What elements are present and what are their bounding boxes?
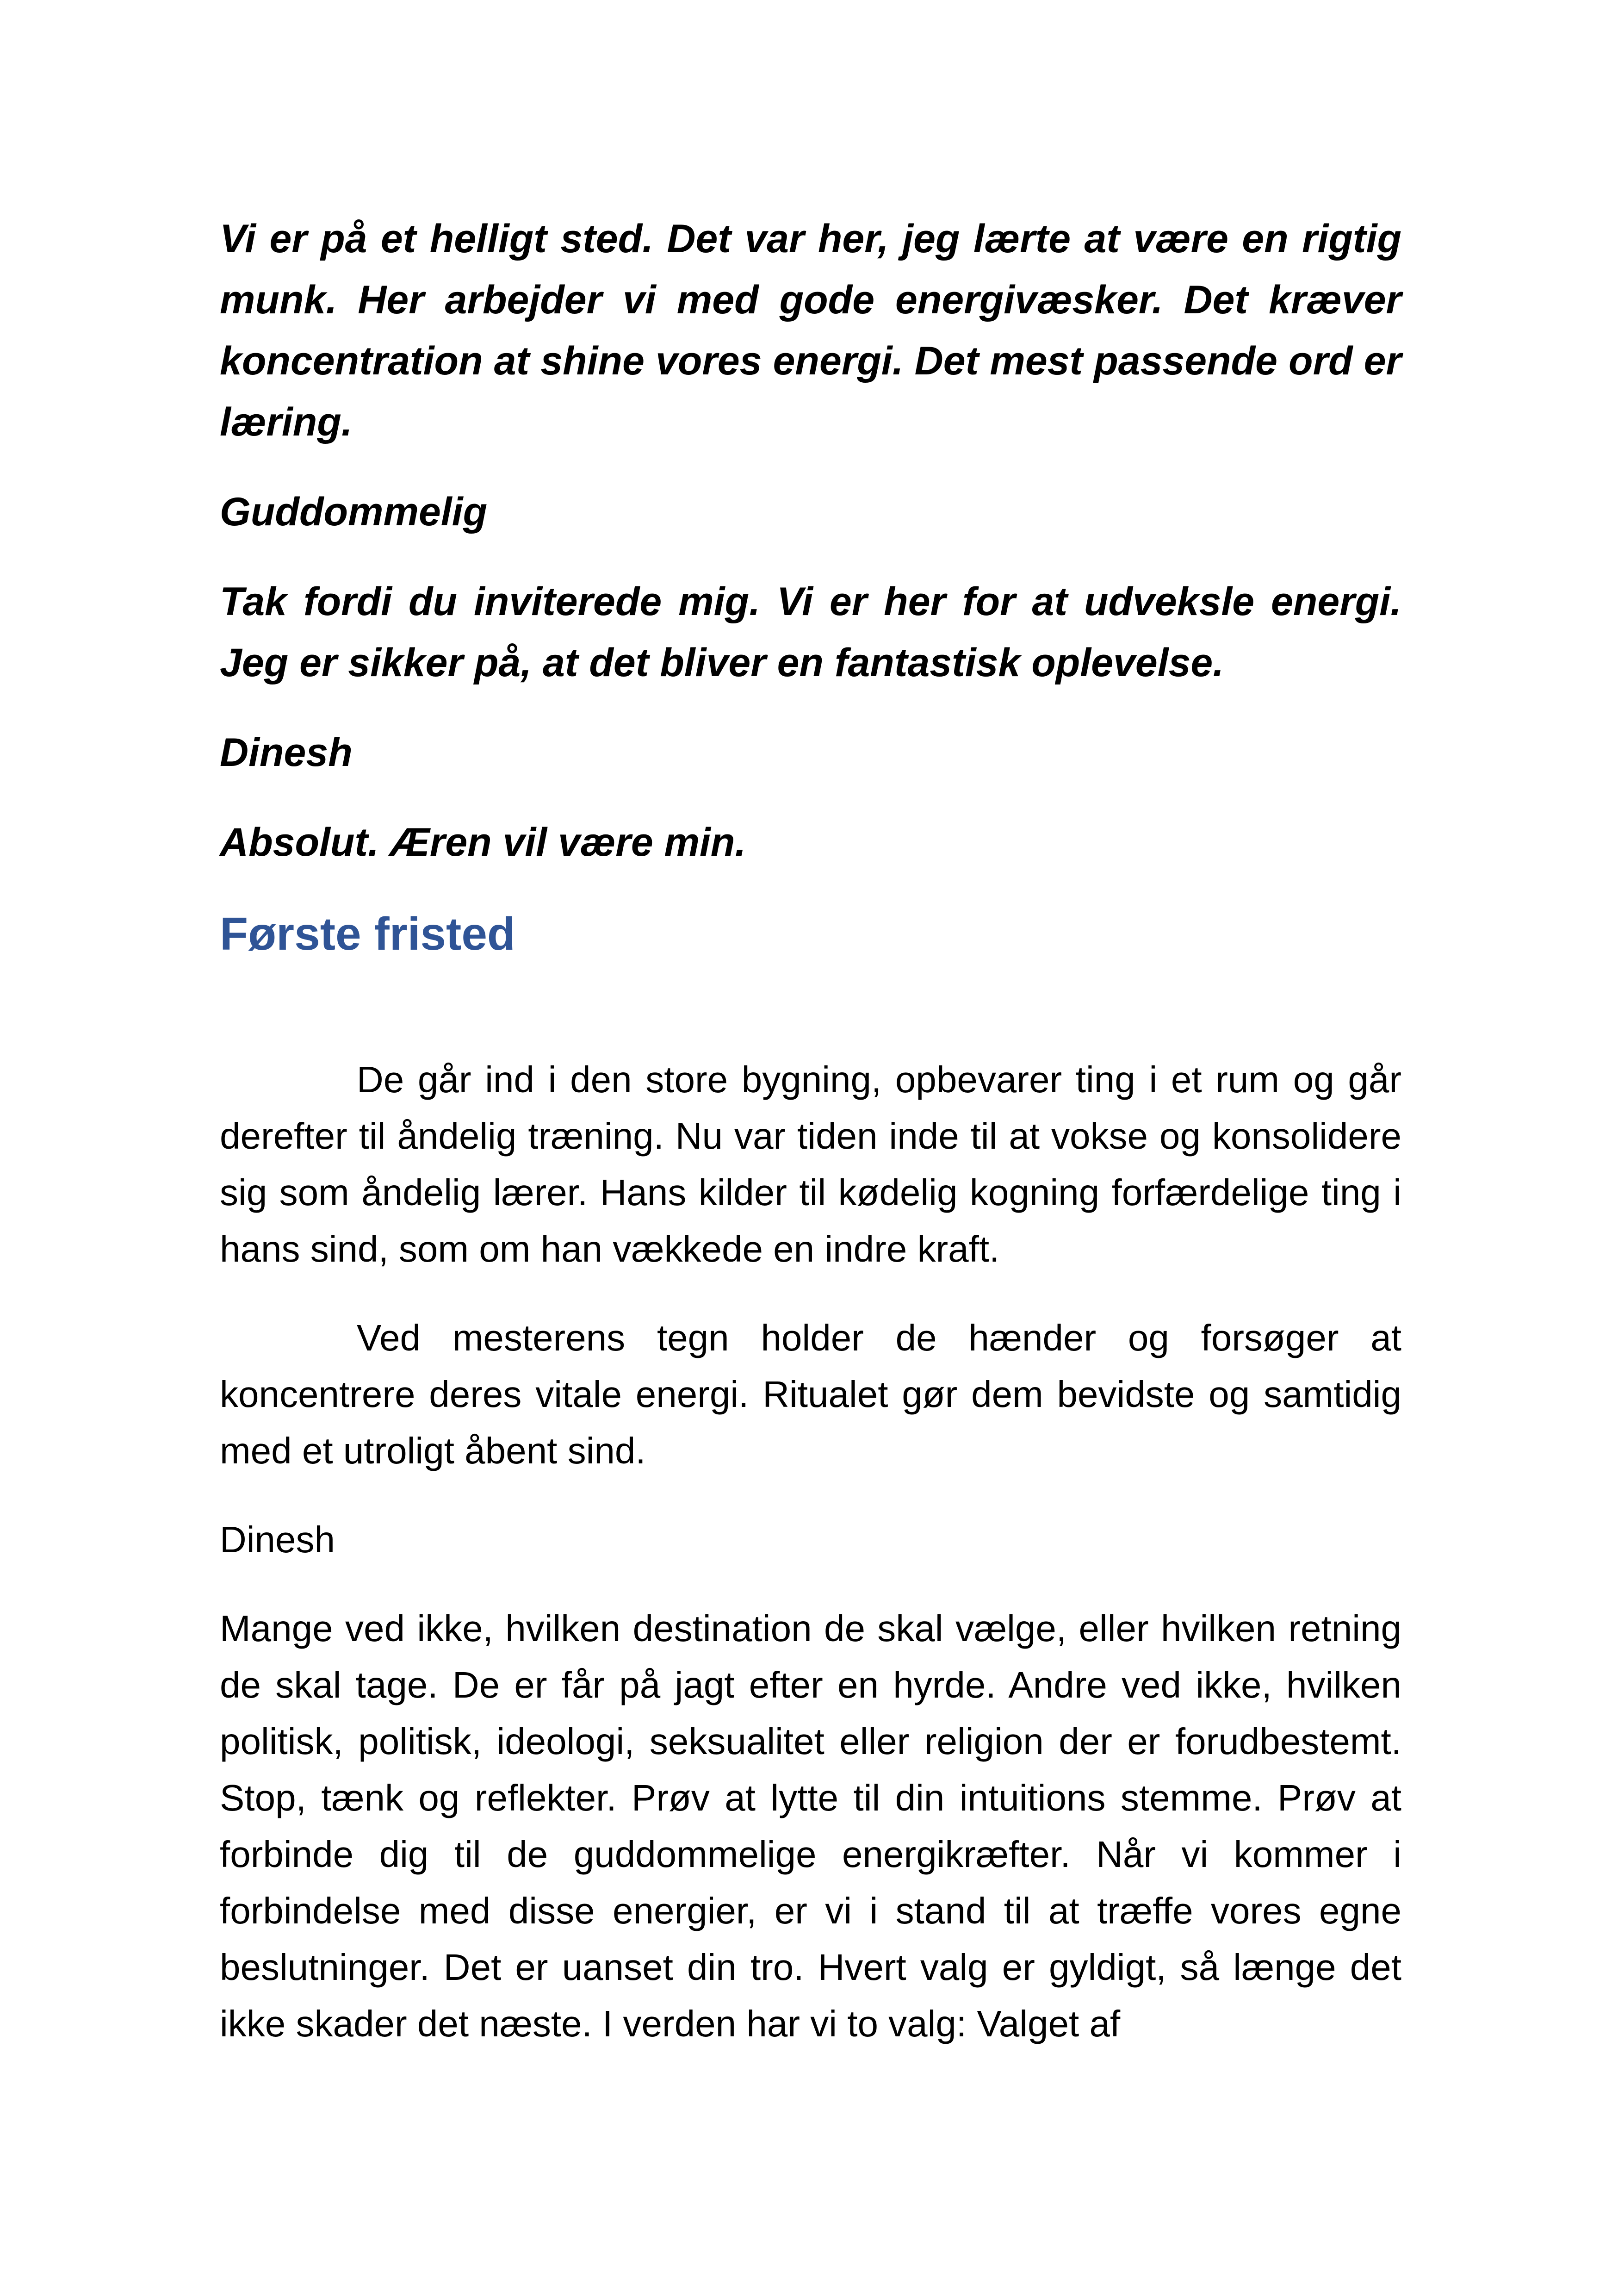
body-paragraph-3: Mange ved ikke, hvilken destination de skal vælge, eller hvilken retning de skal tage. De er får på jagt efter en hyrde. Andre ved ikke, hvilken politisk, politisk, ideologi, seksualitet eller religion der er forudbestemt. Stop, tænk og reflekter. Prøv at lytte til din intuitions stemme. Prøv at forbinde dig til de guddommelige energikræfter. Når vi kommer i forbindelse med disse energier, er vi i stand til at træffe vores egne beslutninger. Det er uanset din tro. Hvert valg er gyldigt, så længe det ikke skader det næste. I verden har vi to valg: Valget af xyxy=(220,1608,1401,2044)
speaker-name-dinesh-2: Dinesh xyxy=(220,1519,335,1560)
dialogue-paragraph-2: Tak fordi du inviterede mig. Vi er her for at udveksle energi. Jeg er sikker på, at det bliver en fantastisk oplevelse. xyxy=(220,579,1401,685)
page-content xyxy=(220,208,1401,2084)
dialogue-paragraph-3: Absolut. Æren vil være min. xyxy=(220,820,746,865)
speaker-name-guddommelig: Guddommelig xyxy=(220,490,488,534)
body-paragraph-1: De går ind i den store bygning, opbevarer ting i et rum og går derefter til åndelig træning. Nu var tiden inde til at vokse og konsolidere sig som åndelig lærer. Hans kilder til kødelig kogning forfærdelige ting i hans sind, som om han vækkede en indre kraft. xyxy=(220,1059,1401,1269)
dialogue-paragraph-1: Vi er på et helligt sted. Det var her, jeg lærte at være en rigtig munk. Her arbejder vi med gode energivæsker. Det kræver koncentration at shine vores energi. Det mest passende ord er læring. xyxy=(220,217,1401,444)
body-paragraph-2: Ved mesterens tegn holder de hænder og forsøger at koncentrere deres vitale energi. Ritualet gør dem bevidste og samtidig med et utroligt åbent sind. xyxy=(220,1317,1401,1471)
section-heading: Første fristed xyxy=(220,908,516,960)
speaker-name-dinesh: Dinesh xyxy=(220,730,353,775)
